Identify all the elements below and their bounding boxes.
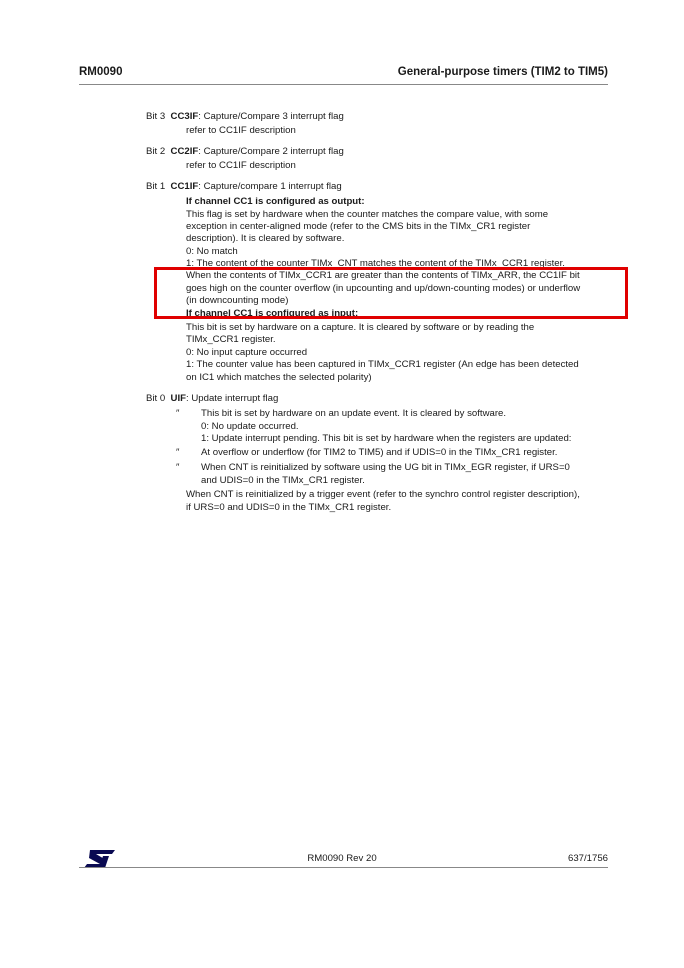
- output-line: description). It is cleared by software.: [186, 233, 345, 244]
- bit-desc: : Capture/compare 1 interrupt flag: [198, 181, 342, 192]
- bit0-row: [146, 393, 278, 405]
- page-number: 637/1756: [567, 853, 608, 864]
- bullet-mark: ″: [176, 462, 180, 473]
- input-line: on IC1 which matches the selected polarity): [186, 372, 372, 383]
- input-line: TIMx_CCR1 register.: [186, 334, 276, 345]
- bullet-line: When CNT is reinitialized by software using the UG bit in TIMx_EGR register, if URS=0: [201, 462, 570, 473]
- output-line: exception in center-aligned mode (refer to the CMS bits in the TIMx_CR1 register: [186, 221, 531, 232]
- input-heading: If channel CC1 is configured as input:: [186, 308, 359, 317]
- bit-name: UIF: [170, 393, 187, 404]
- bullet-line: This bit is set by hardware on an update event. It is cleared by software.: [201, 408, 507, 419]
- bullet-line: At overflow or underflow (for TIM2 to TIM5) and if UDIS=0 in the TIMx_CR1 register.: [201, 447, 558, 458]
- bit-label: Bit 1: [146, 181, 166, 192]
- doc-revision: RM0090 Rev 20: [307, 853, 377, 864]
- output-line: goes high on the counter overflow (in upcounting and up/down-counting modes) or underflow: [186, 283, 581, 294]
- bit-name: CC2IF: [170, 146, 199, 157]
- output-line: 0: No match: [186, 246, 238, 257]
- bit-desc: : Capture/Compare 2 interrupt flag: [198, 146, 344, 157]
- bit3-sub: refer to CC1IF description: [186, 125, 296, 136]
- bit-label: Bit 0: [146, 393, 166, 404]
- section-title: General-purpose timers (TIM2 to TIM5): [397, 66, 608, 78]
- output-line: 1: The content of the counter TIMx_CNT matches the content of the TIMx_CCR1 register.: [186, 258, 565, 267]
- tail-line: When CNT is reinitialized by a trigger event (refer to the synchro control register description),: [186, 489, 580, 500]
- output-heading: If channel CC1 is configured as output:: [186, 196, 365, 207]
- input-line: 1: The counter value has been captured in TIMx_CCR1 register (An edge has been detected: [186, 359, 579, 370]
- bit2-row: [146, 146, 344, 158]
- input-line: This bit is set by hardware on a capture. It is cleared by software or by reading the: [186, 322, 535, 333]
- bullet-line: 0: No update occurred.: [201, 421, 299, 432]
- doc-id: RM0090: [79, 66, 123, 78]
- output-line: This flag is set by hardware when the counter matches the compare value, with some: [186, 209, 549, 220]
- clipped-line: [186, 258, 626, 267]
- tail-line: if URS=0 and UDIS=0 in the TIMx_CR1 register.: [186, 502, 392, 513]
- bit-label: Bit 3: [146, 111, 166, 122]
- bit-desc: : Update interrupt flag: [186, 393, 279, 404]
- bit2-sub: refer to CC1IF description: [186, 160, 296, 171]
- bullet-mark: ″: [176, 447, 180, 458]
- bit-label: Bit 2: [146, 146, 166, 157]
- bit3-row: [146, 111, 344, 123]
- highlight-box: [154, 267, 628, 319]
- bullet-line: and UDIS=0 in the TIMx_CR1 register.: [201, 475, 365, 486]
- footer-rule: [79, 867, 608, 868]
- bit-name: CC1IF: [170, 181, 199, 192]
- output-line: (in downcounting mode): [186, 295, 289, 306]
- input-line: 0: No input capture occurred: [186, 347, 308, 358]
- header-rule: [79, 84, 608, 85]
- bit1-row: [146, 181, 342, 193]
- bullet-line: 1: Update interrupt pending. This bit is set by hardware when the registers are updated:: [201, 433, 572, 444]
- bit-name: CC3IF: [170, 111, 199, 122]
- output-line: When the contents of TIMx_CCR1 are greater than the contents of TIMx_ARR, the CC1IF bit: [186, 270, 580, 281]
- bit-desc: : Capture/Compare 3 interrupt flag: [198, 111, 344, 122]
- bullet-mark: ″: [176, 408, 180, 419]
